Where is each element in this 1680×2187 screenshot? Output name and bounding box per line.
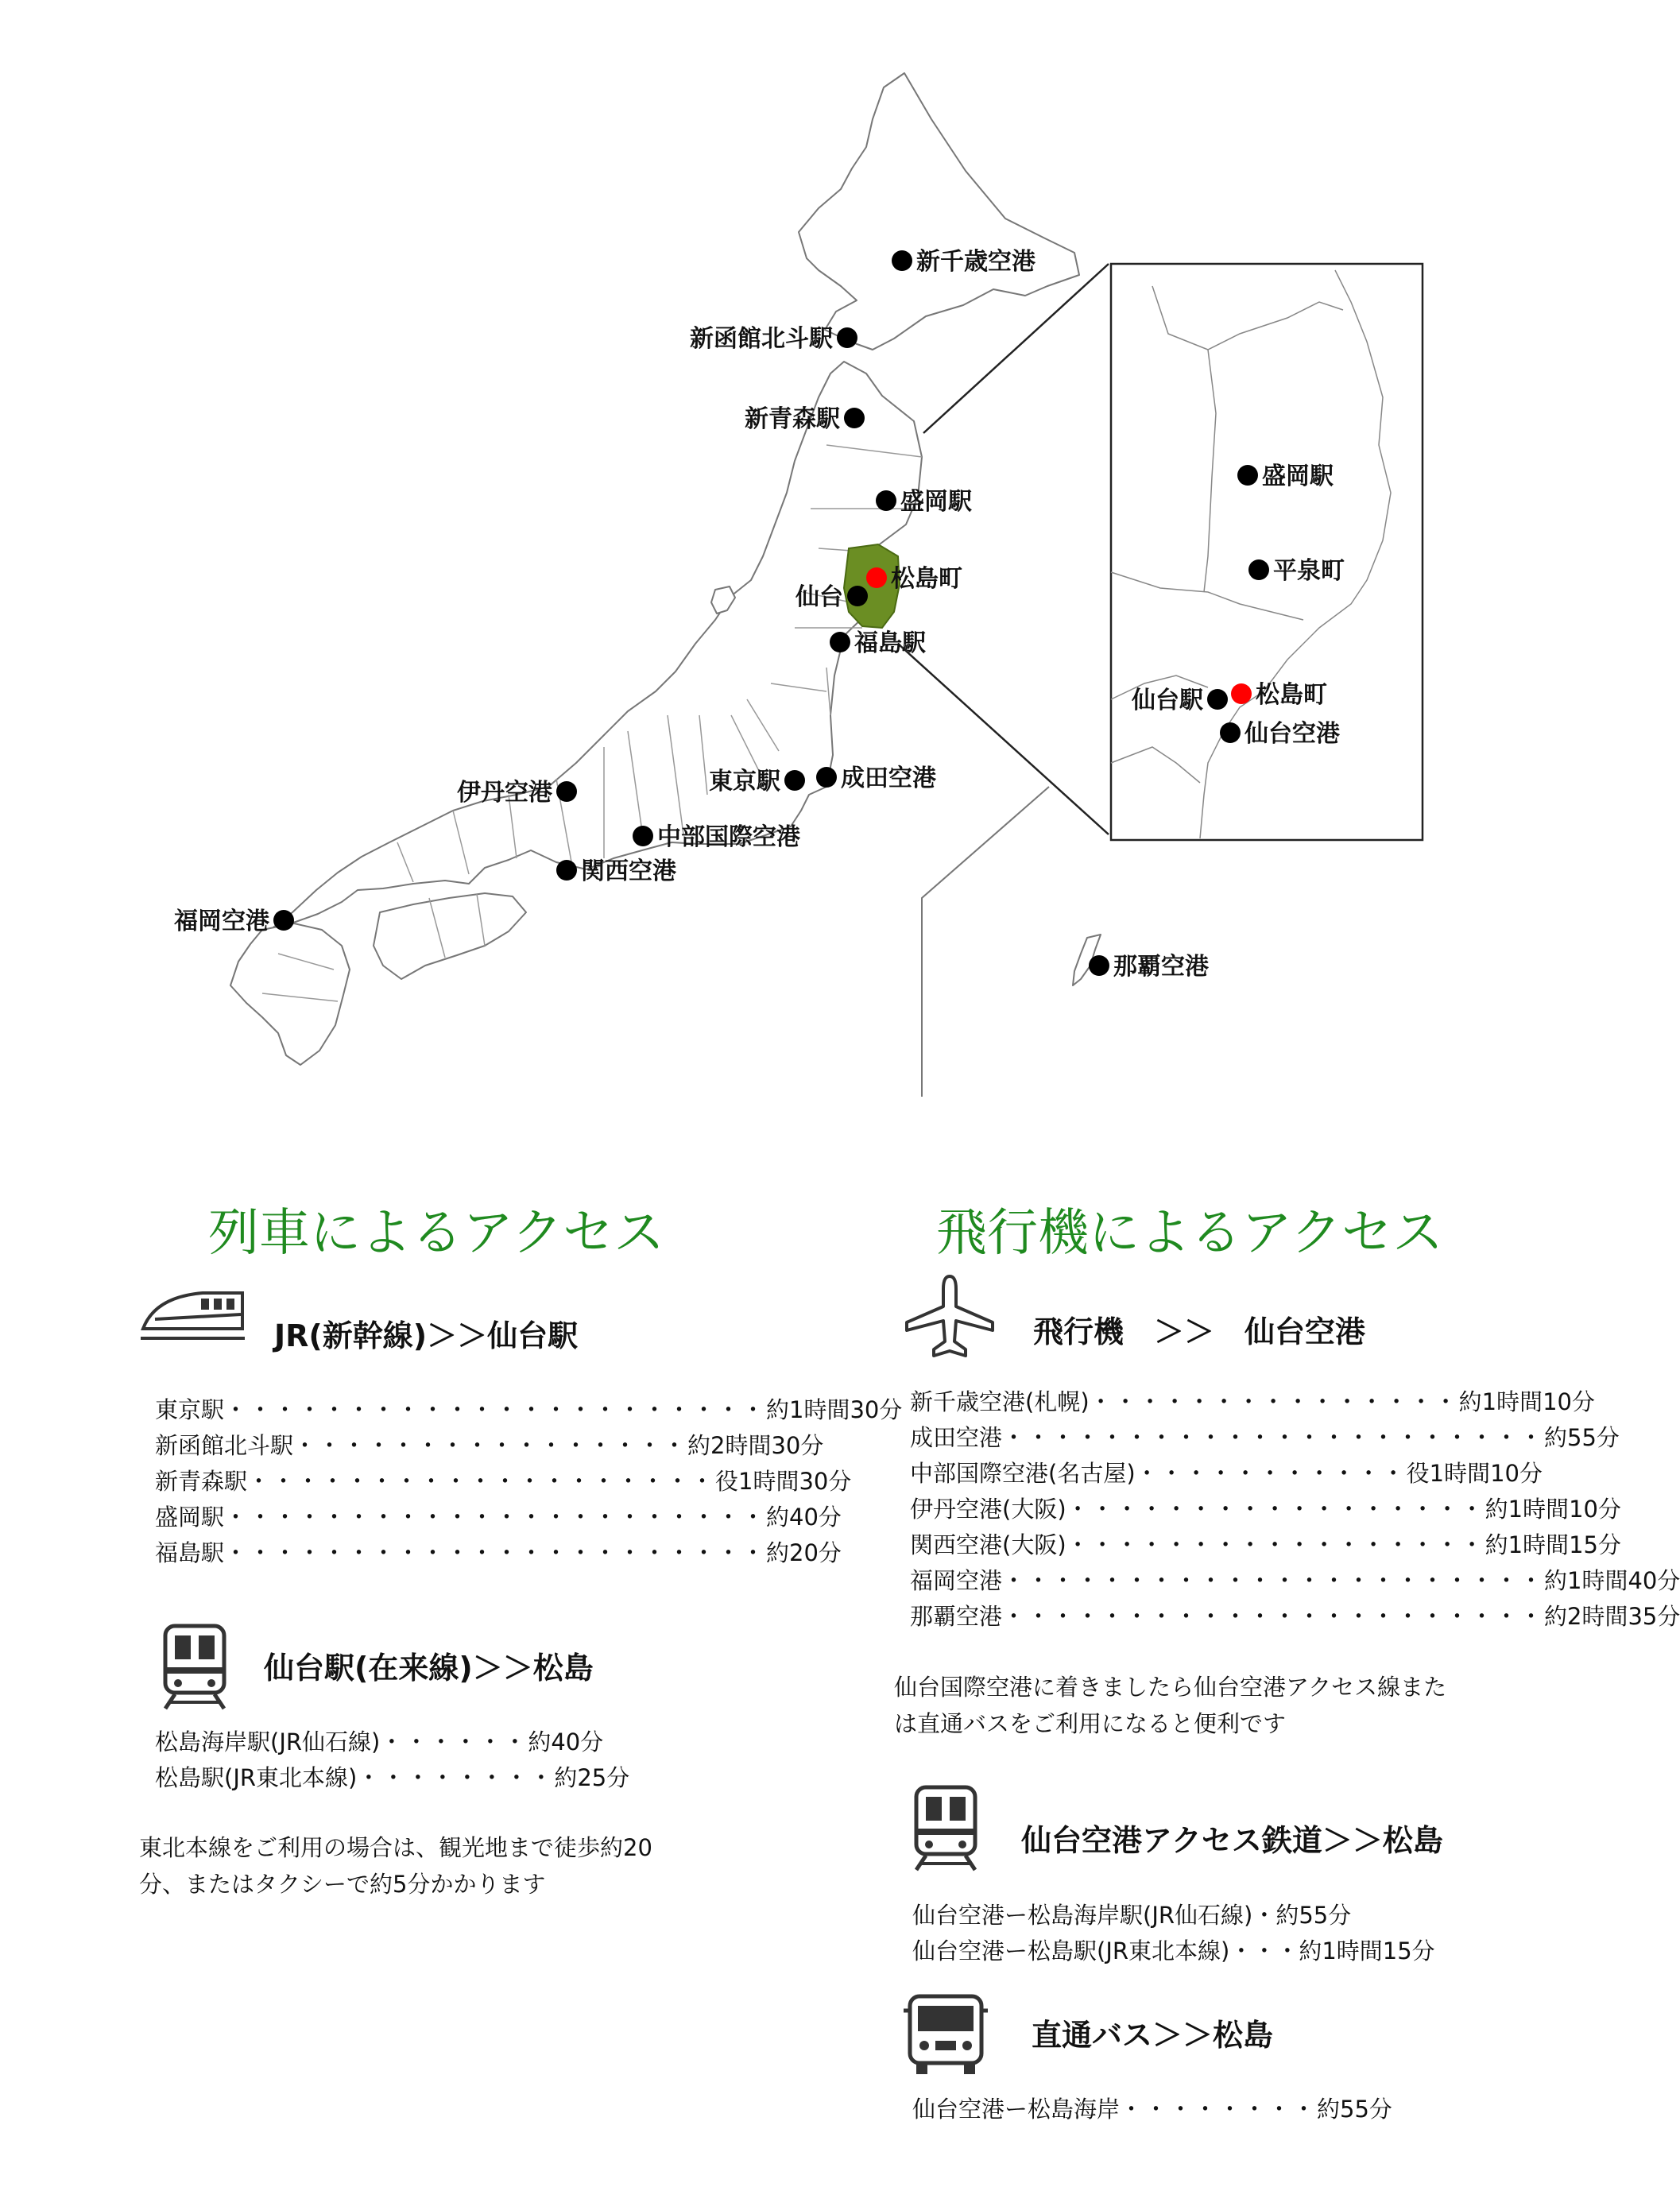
row-duration: 役1時間30分: [715, 1468, 852, 1495]
row-origin: 関西空港(大阪): [910, 1531, 1066, 1558]
bus-icon: [902, 1993, 989, 2077]
naha-label: 那覇空港: [1113, 953, 1209, 981]
timetable-row: [910, 1527, 1680, 1563]
morioka-label: 盛岡駅: [900, 488, 972, 516]
row-origin: 新青森駅: [155, 1468, 248, 1495]
row-leader-dots: ・・・・・・・・・・・: [1135, 1460, 1407, 1487]
timetable-row: [910, 1563, 1680, 1599]
bus-heading: 直通バス＞＞松島: [1032, 2018, 1274, 2053]
itami-label: 伊丹空港: [457, 779, 552, 807]
inset-hiraizumi-label: 平泉町: [1273, 557, 1345, 585]
flight-note: [894, 1669, 1446, 1742]
row-text: 仙台空港ー松島駅(JR東北本線)・・・約1時間15分: [912, 1937, 1435, 1964]
row-origin: 成田空港: [910, 1424, 1003, 1451]
row-origin: 福島駅: [155, 1539, 225, 1566]
okinawa-separator: [922, 787, 1049, 1097]
timetable-row: [910, 1456, 1680, 1492]
timetable-row: [155, 1464, 902, 1500]
row-origin: 松島海岸駅(JR仙石線): [155, 1728, 381, 1755]
shikoku-outline: [374, 893, 526, 979]
inset-matsushima-marker: [1231, 683, 1252, 704]
fukushima-label: 福島駅: [854, 629, 926, 657]
timetable-row: [155, 1760, 629, 1796]
inset-leader-bottom: [898, 644, 1109, 834]
kyushu-outline: [230, 923, 350, 1065]
row-origin: 伊丹空港(大阪): [910, 1496, 1066, 1523]
local-train-times: [155, 1724, 629, 1796]
row-duration: 約20分: [766, 1539, 842, 1566]
row-leader-dots: ・・・・・・・・: [357, 1764, 555, 1791]
row-leader-dots: ・・・・・・・・・・・・・・・・・・・・・・: [1002, 1603, 1545, 1630]
row-duration: 約1時間10分: [1485, 1496, 1622, 1523]
chubu-marker: [633, 826, 653, 846]
row-leader-dots: ・・・・・・・・・・・・・・・・・・・: [247, 1468, 716, 1495]
row-origin: 松島駅(JR東北本線): [155, 1764, 358, 1791]
hokkaido-outline: [799, 73, 1079, 350]
row-duration: 約1時間15分: [1485, 1531, 1622, 1558]
inset-sendai-airport-marker: [1220, 722, 1241, 743]
timetable-row: [912, 1898, 1435, 1933]
row-origin: 新千歳空港(札幌): [910, 1388, 1090, 1415]
narita-marker: [816, 767, 837, 788]
timetable-row: [155, 1535, 902, 1571]
row-origin: 東京駅: [155, 1396, 225, 1423]
chubu-label: 中部国際空港: [657, 823, 800, 851]
kansai-label: 関西空港: [581, 857, 676, 885]
kansai-marker: [556, 860, 577, 881]
row-origin: 新函館北斗駅: [155, 1432, 294, 1459]
row-duration: 約25分: [554, 1764, 630, 1791]
row-duration: 約1時間30分: [766, 1396, 903, 1423]
naha-marker: [1089, 955, 1109, 976]
row-leader-dots: ・・・・・・・・・・・・・・・・・・・・・・: [224, 1396, 767, 1423]
fukushima-marker: [830, 632, 850, 652]
morioka-marker: [876, 490, 896, 511]
tokyo-label: 東京駅: [709, 768, 780, 795]
flight-note-line-1: 仙台国際空港に着きましたら仙台空港アクセス線また: [894, 1674, 1447, 1701]
timetable-row: [910, 1384, 1680, 1420]
row-leader-dots: ・・・・・・・・・・・・・・・・・・・・・・: [1002, 1567, 1545, 1594]
row-leader-dots: ・・・・・・・・・・・・・・・・・: [1066, 1531, 1485, 1558]
airport-rail-times: [912, 1898, 1435, 1969]
shinkansen-times: [155, 1392, 902, 1571]
timetable-row: [155, 1428, 902, 1464]
row-duration: 約55分: [1317, 2096, 1392, 2123]
inset-matsushima-label: 松島町: [1256, 681, 1327, 709]
timetable-row: [155, 1724, 629, 1760]
row-origin: 仙台空港ー松島海岸: [912, 2096, 1121, 2123]
shin-hakodate-label: 新函館北斗駅: [690, 325, 833, 353]
row-duration: 約55分: [1544, 1424, 1620, 1451]
flight-heading: 飛行機 ＞＞ 仙台空港: [1033, 1314, 1366, 1349]
row-duration: 約2時間30分: [687, 1432, 824, 1459]
tokyo-marker: [784, 770, 805, 791]
shin-chitose-marker: [892, 250, 912, 271]
timetable-row: [912, 2092, 1392, 2127]
row-text: 仙台空港ー松島海岸駅(JR仙石線)・約55分: [912, 1902, 1352, 1929]
row-leader-dots: ・・・・・・: [380, 1728, 528, 1755]
sendai-label: 仙台: [795, 583, 843, 611]
inset-sendai-marker: [1207, 689, 1228, 710]
local-note: [139, 1829, 652, 1902]
shin-aomori-marker: [844, 408, 865, 428]
row-leader-dots: ・・・・・・・・: [1120, 2096, 1318, 2123]
airport-rail-heading: 仙台空港アクセス鉄道＞＞松島: [1021, 1823, 1443, 1858]
shin-chitose-label: 新千歳空港: [916, 248, 1035, 276]
local-note-line-2: 分、またはタクシーで約5分かかります: [139, 1871, 546, 1898]
timetable-row: [155, 1392, 902, 1428]
local-train-heading: 仙台駅(在来線)＞＞松島: [264, 1651, 594, 1686]
shin-hakodate-marker: [837, 327, 857, 348]
row-origin: 盛岡駅: [155, 1504, 225, 1531]
train-icon: [910, 1784, 981, 1873]
fukuoka-label: 福岡空港: [174, 908, 269, 935]
airplane-icon: [902, 1273, 997, 1361]
row-leader-dots: ・・・・・・・・・・・・・・・・・・・・・・: [1002, 1424, 1545, 1451]
row-leader-dots: ・・・・・・・・・・・・・・・・・・・・・・: [224, 1539, 767, 1566]
flight-times: [910, 1384, 1680, 1635]
timetable-row: [155, 1500, 902, 1535]
inset-sendai-label: 仙台駅: [1132, 687, 1203, 714]
matsushima-label: 松島町: [891, 565, 962, 593]
fukuoka-marker: [273, 910, 294, 931]
timetable-row: [910, 1599, 1680, 1635]
row-duration: 約40分: [528, 1728, 604, 1755]
row-duration: 約2時間35分: [1544, 1603, 1680, 1630]
inset-hiraizumi-marker: [1248, 559, 1269, 580]
row-origin: 那覇空港: [910, 1603, 1003, 1630]
shin-aomori-label: 新青森駅: [745, 405, 840, 433]
row-duration: 約1時間10分: [1458, 1388, 1596, 1415]
row-origin: 中部国際空港(名古屋): [910, 1460, 1136, 1487]
matsushima-marker: [866, 567, 887, 588]
inset-map: [1111, 264, 1423, 840]
shinkansen-heading: JR(新幹線)＞＞仙台駅: [274, 1318, 579, 1353]
japan-map: [0, 0, 1640, 1113]
row-leader-dots: ・・・・・・・・・・・・・・・・・: [1066, 1496, 1485, 1523]
row-origin: 福岡空港: [910, 1567, 1003, 1594]
timetable-row: [910, 1492, 1680, 1527]
inset-sendai-airport-label: 仙台空港: [1245, 720, 1340, 748]
inset-morioka-marker: [1237, 465, 1258, 486]
local-note-line-1: 東北本線をご利用の場合は、観光地まで徒歩約20: [139, 1834, 652, 1861]
sendai-marker: [847, 586, 868, 606]
train-access-title: 列車によるアクセス: [208, 1204, 665, 1263]
row-duration: 役1時間10分: [1406, 1460, 1543, 1487]
train-icon: [159, 1623, 230, 1712]
row-leader-dots: ・・・・・・・・・・・・・・・・・・・・・・: [224, 1504, 767, 1531]
timetable-row: [912, 1933, 1435, 1969]
air-access-title: 飛行機によるアクセス: [936, 1204, 1444, 1263]
inset-morioka-label: 盛岡駅: [1262, 463, 1334, 490]
row-duration: 約1時間40分: [1544, 1567, 1680, 1594]
narita-label: 成田空港: [841, 764, 936, 792]
honshu-outline: [270, 362, 922, 930]
row-duration: 約40分: [766, 1504, 842, 1531]
row-leader-dots: ・・・・・・・・・・・・・・・・: [293, 1432, 688, 1459]
row-leader-dots: ・・・・・・・・・・・・・・・: [1089, 1388, 1459, 1415]
timetable-row: [910, 1420, 1680, 1456]
bus-times: [912, 2092, 1392, 2127]
itami-marker: [556, 781, 577, 802]
flight-note-line-2: は直通バスをご利用になると便利です: [894, 1710, 1287, 1737]
shinkansen-icon: [139, 1281, 246, 1345]
